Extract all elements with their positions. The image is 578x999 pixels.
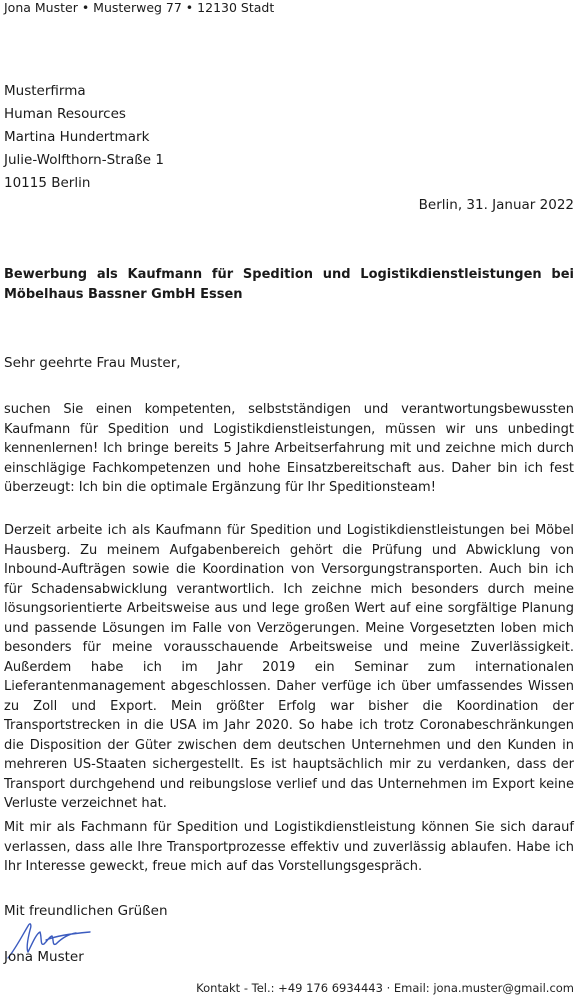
body-paragraph-experience: Derzeit arbeite ich als Kaufmann für Spedition und Logistikdienstleistungen bei Möbel Hausberg. Zu meinem Aufgabenbereich gehört die Prüfung und Abwicklung von Inbound-Aufträgen sowie die Koordination von Versorgungstransporten. Auch bin ich für Schadensabwicklung verantwortlich. Ich zeichne mich besonders durch meine lösungsorientierte Arbeitsweise aus und lege großen Wert auf eine sorgfältige Planung und passende Lösungen im Falle von Verzögerungen. Meine Vorgesetzten loben mich besonders für meine vorausschauende Arbeitsweise und meine Zuverlässigkeit. Außerdem habe ich im Jahr 2019 ein Seminar zum internationalen Lieferantenmanagement abgeschlossen. Daher verfüge ich über umfassendes Wissen zu Zoll und Export. Mein größter Erfolg war bisher die Koordination der Transportstrecken in die USA im Jahr 2020. So habe ich trotz Coronabeschränkungen die Disposition der Güter zwischen dem deutschen Unternehmen und den Kunden in mehreren US-Staaten sichergestellt. Es ist hauptsächlich mir zu verdanken, dass der Transport durchgehend und reibungslose verlief und das Unternehmen im Export keine Verluste verzeichnet hat. [4,523,574,811]
sender-address-line: Jona Muster • Musterweg 77 • 12130 Stadt [4,0,275,15]
recipient-company: Musterfirma [4,83,86,99]
footer-contact: Kontakt - Tel.: +49 176 6934443 · Email: jona.muster@gmail.com [196,981,574,995]
letter-date: Berlin, 31. Januar 2022 [418,197,574,213]
letter-subject: Bewerbung als Kaufmann für Spedition und Logistikdienstleistungen bei Möbelhaus Bassner GmbH Essen [4,267,574,302]
recipient-street: Julie-Wolfthorn-Straße 1 [4,152,164,168]
recipient-city: 10115 Berlin [4,175,91,191]
recipient-department: Human Resources [4,106,126,122]
body-paragraph-closing: Mit mir als Fachmann für Spedition und Logistikdienstleistung können Sie sich darauf verlassen, dass alle Ihre Transportprozesse effektiv und zuverlässig ablaufen. Habe ich Ihr Interesse geweckt, freue mich auf das Vorstellungsgespräch. [4,820,574,874]
body-paragraph-intro: suchen Sie einen kompetenten, selbstständigen und verantwortungsbewussten Kaufmann für Spedition und Logistikdienstleistungen, müssen wir uns unbedingt kennenlernen! Ich bringe bereits 5 Jahre Arbeitserfahrung mit und zeichne mich durch einschlägige Fachkompetenzen und hohe Einsatzbereitschaft aus. Daher bin ich fest überzeugt: Ich bin die optimale Ergänzung für Ihr Speditionsteam! [4,402,574,495]
recipient-person: Martina Hundertmark [4,129,150,145]
letter-closing: Mit freundlichen Grüßen [4,903,168,919]
recipient-address-block [4,80,164,195]
signature-name: Jona Muster [4,949,84,965]
letter-salutation: Sehr geehrte Frau Muster, [4,355,181,371]
